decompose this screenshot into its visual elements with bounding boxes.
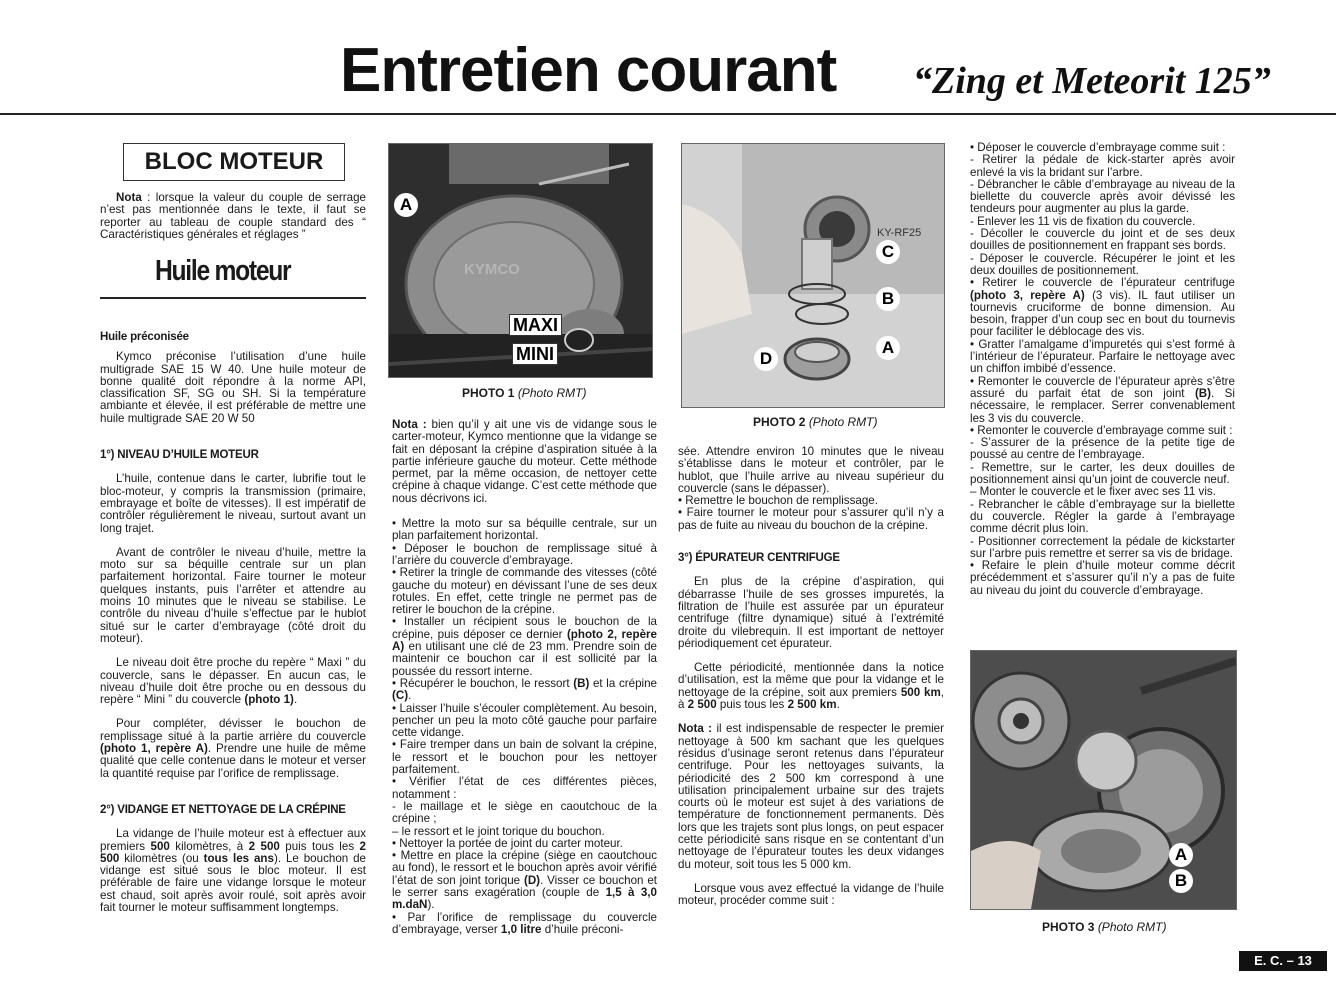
list-subitem: - Décoller le couvercle du joint et de ses deux douilles de positionnement en frappant ses bords.	[970, 227, 1235, 253]
list-item: • Installer un récipient sous le bouchon de la crépine, puis déposer ce dernier (photo 2, repère A) en utilisant une clé de 23 mm. Prendre soin de maintenir ce bouchon car il est sollicité par la poussée du ressort interne.	[392, 615, 657, 678]
photo-2	[681, 143, 945, 408]
photo2-label-d: D	[754, 347, 778, 371]
list-item: • Remettre le bouchon de remplissage.	[678, 494, 878, 508]
list-subitem: – le ressort et le joint torique du bouchon.	[392, 824, 605, 838]
photo2-label-c: C	[876, 240, 900, 264]
photo2-caption: PHOTO 2 (Photo RMT)	[753, 415, 878, 429]
photo1-label-mini: MINI	[512, 343, 558, 365]
list-item: • Mettre en place la crépine (siège en caoutchouc au fond), le ressort et le bouchon après avoir vérifié l’état de son joint torique (D). Visser ce bouchon et le serrer sans exagération (couple de 1,5 à 3,0 m.daN).	[392, 849, 657, 912]
photo1-label-a: A	[394, 193, 418, 217]
paragraph: En plus de la crépine d’aspiration, qui débarrasse l’huile de ses grosses impuretés, la filtration de l’huile est assurée par un épurateur centrifuge (filtre dynamique) situé à l’extrémité droite du vilebrequin. Il est important de nettoyer périodiquement cet épurateur.	[678, 575, 944, 650]
nota-text: : lorsque la valeur du couple de serrage n’est pas mentionnée dans le texte, il faut se reporter au tableau de couple standard des “ Caractéristiques générales et réglages ”	[100, 191, 366, 241]
list-item: • Vérifier l’état de ces différentes pièces, notamment :	[392, 775, 657, 801]
photo3-label-b: B	[1169, 869, 1193, 893]
bloc-moteur-box: BLOC MOTEUR	[123, 143, 345, 181]
list-item: • Faire tremper dans un bain de solvant la crépine, le ressort et le bouchon pour les nettoyer parfaitement.	[392, 738, 657, 777]
list-item: • Remonter le couvercle de l’épurateur après s’être assuré du parfait état de son joint (B). Si nécessaire, le remplacer. Serrer convenablement les 3 vis du couvercle.	[970, 374, 1235, 425]
list-subitem: - Déposer le couvercle. Récupérer le joint et les deux douilles de positionnement.	[970, 251, 1235, 277]
nota-label: Nota	[116, 191, 142, 204]
list-subitem: - Remettre, sur le carter, les deux douilles de positionnement ainsi qu’un joint de couvercle neuf.	[970, 460, 1235, 487]
heading-epurateur: 3°) ÉPURATEUR CENTRIFUGE	[678, 552, 840, 565]
paragraph: Cette périodicité, mentionnée dans la notice d’utilisation, est la même que pour la vidange et le nettoyage de la crépine, soit aux premiers 500 km, à 2 500 puis tous les 2 500 km.	[678, 661, 944, 712]
clutch-illustration	[971, 651, 1236, 909]
photo3-label-a: A	[1169, 843, 1193, 867]
list-item: • Refaire le plein d’huile moteur comme décrit précédemment et s’assurer qu’il n’y a pas de fuite au niveau du joint du couvercle d’embrayage.	[970, 559, 1235, 597]
nota-paragraph: Nota : bien qu’il y ait une vis de vidange sous le carter-moteur, Kymco mentionne que la vidange se fait en déposant la crépine d’aspiration située à la partie inférieure gauche du moteur. Cette méthode permet, par la même occasion, de nettoyer cette crépine à chaque vidange. C’est cette méthode que nous décrivons ici.	[392, 418, 657, 505]
paragraph: sée. Attendre environ 10 minutes que le niveau s’établisse dans le moteur et contrôler, par le hublot, que l’huile arrive au niveau supérieur du couvercle (sans le dépasser).	[678, 445, 944, 495]
list-item: • Déposer le couvercle d’embrayage comme suit :	[970, 141, 1226, 154]
column-3	[678, 446, 944, 908]
paragraph: Avant de contrôler le niveau d’huile, mettre la moto sur sa béquille centrale sur un plan parfaitement horizontal. Faire tourner le moteur quelques instants, puis l’arrêter et attendre au moins 10 minutes que le niveau se stabilise. Le contrôle du niveau d’huile s’effectue par le hublot situé sur le carter d’embrayage (côté droit du moteur).	[100, 545, 366, 645]
header-rule	[0, 113, 1336, 115]
paragraph: Pour compléter, dévisser le bouchon de remplissage situé à la partie arrière du couvercle (photo 1, repère A). Prendre une huile de même qualité que celle contenue dans le moteur et verser la quantité requise par l’orifice de remplissage.	[100, 717, 366, 780]
list-item: • Par l’orifice de remplissage du couvercle d’embrayage, verser 1,0 litre d’huile préconi-	[392, 910, 657, 936]
paragraph: L’huile, contenue dans le carter, lubrifie tout le bloc-moteur, y compris la transmission (primaire, embrayage et boîte de vitesses). Il est impératif de contrôler régulièrement le niveau, surtout avant un long trajet.	[100, 472, 366, 535]
column-2	[392, 419, 657, 936]
photo2-label-b: B	[876, 287, 900, 311]
list-subitem: - Retirer la pédale de kick-starter après avoir enlevé la vis la bridant sur l’arbre.	[970, 153, 1235, 179]
list-item: • Déposer le bouchon de remplissage situé à l’arrière du couvercle d’embrayage.	[392, 541, 657, 567]
strainer-illustration	[682, 144, 944, 407]
list-item: • Retirer le couvercle de l’épurateur centrifuge (photo 3, repère A) (3 vis). IL faut utiliser un tournevis cruciforme de bonne dimension. Au besoin, frapper d’un coup sec en bout du tournevis pour faciliter le déblocage des vis.	[970, 276, 1235, 339]
heading-vidange: 2°) VIDANGE ET NETTOYAGE DE LA CRÉPINE	[100, 803, 346, 816]
list-item: • Remonter le couvercle d’embrayage comme suit :	[970, 423, 1233, 437]
photo1-caption: PHOTO 1 (Photo RMT)	[462, 386, 587, 400]
list-subitem: - Enlever les 11 vis de fixation du couvercle.	[970, 214, 1196, 228]
photo1-label-maxi: MAXI	[509, 314, 562, 336]
section-rule	[100, 297, 366, 299]
paragraph: Lorsque vous avez effectué la vidange de l’huile moteur, procéder comme suit :	[678, 881, 944, 908]
list-subitem: - le maillage et le siège en caoutchouc de la crépine ;	[392, 799, 657, 826]
list-item: • Récupérer le bouchon, le ressort (B) et la crépine (C).	[392, 676, 657, 703]
column-4	[970, 142, 1235, 597]
list-subitem: - Rebrancher le câble d’embrayage sur la biellette du couvercle. Régler la garde à l’embrayage comme décrit plus loin.	[970, 497, 1235, 536]
nota-paragraph: Nota : il est indispensable de respecter le premier nettoyage à 500 km sachant que les quelques résidus d’usinage seront retenus dans l’épurateur centrifuge. Pour les nettoyages suivants, la périodicité des 2 500 km correspond à une utilisation principalement urbaine sur des trajets courts où le moteur est sujet à des variations de température de fonctionnement permanents. Dès lors que les trajets sont plus longs, on peut espacer cette périodicité sans risque en se contentant d’un nettoyage de l’épurateur toutes les deux vidanges du moteur, soit tous les 5 000 km.	[678, 722, 944, 871]
list-subitem: – Monter le couvercle et le fixer avec ses 11 vis.	[970, 485, 1216, 499]
list-subitem: - S’assurer de la présence de la petite tige de poussé au centre de l’embrayage.	[970, 436, 1235, 462]
page-subtitle: “Zing et Meteorit 125”	[913, 60, 1271, 102]
page-number-tag: E. C. – 13	[1239, 951, 1327, 971]
heading-niveau-huile: 1°) NIVEAU D’HUILE MOTEUR	[100, 449, 259, 462]
list-item: • Nettoyer la portée de joint du carter moteur.	[392, 836, 623, 850]
list-subitem: - Débrancher le câble d’embrayage au niveau de la biellette du couvercle après avoir dévissé les tendeurs pour augmenter au plus la garde.	[970, 177, 1235, 216]
paragraph: Kymco préconise l’utilisation d’une huile multigrade SAE 15 W 40. Une huile moteur de bonne qualité doit répondre à la norme API, classification SF, SG ou SH. Si la température ambiante et élevée, il est préférable de mettre une huile multigrade SAE 20 W 50	[100, 350, 366, 425]
paragraph: Le niveau doit être proche du repère “ Maxi ” du couvercle, sans le dépasser. En aucun cas, le niveau d’huile doit être proche ou en dessous du repère “ Mini ” du couvercle (photo 1).	[100, 656, 366, 707]
page-header	[0, 0, 1336, 115]
list-item: • Laisser l’huile s’écouler complètement. Au besoin, pencher un peu la moto côté gauche pour parfaire cette vidange.	[392, 701, 657, 740]
paragraph: La vidange de l’huile moteur est à effectuer aux premiers 500 kilomètres, à 2 500 puis tous les 2 500 kilomètres (ou tous les ans). Le bouchon de vidange est situé sous le bloc moteur. Il est préférable de faire une vidange lorsque le moteur est chaud, soit après avoir roulé, soit après avoir fait tourner le moteur suffisamment longtemps.	[100, 827, 366, 914]
kymco-logo: KYMCO	[464, 261, 520, 278]
engine-stamp: KY-RF25	[877, 227, 922, 239]
photo-1	[388, 143, 653, 378]
photo3-caption: PHOTO 3 (Photo RMT)	[1042, 920, 1167, 934]
list-subitem: - Positionner correctement la pédale de kickstarter sur l’arbre puis remettre et serrer sa vis de bridage.	[970, 534, 1235, 560]
photo2-label-a: A	[876, 336, 900, 360]
column-1	[100, 331, 366, 914]
page-title: Entretien courant	[340, 36, 837, 105]
list-item: • Gratter l’amalgame d’impuretés qui s’est formé à l’intérieur de l’épurateur. Parfaire le nettoyage avec un chiffon imbibé d’essence.	[970, 337, 1235, 376]
heading-huile-preconisee: Huile préconisée	[100, 331, 189, 343]
photo-3	[970, 650, 1237, 910]
list-item: • Faire tourner le moteur pour s’assurer qu’il n’y a pas de fuite au niveau du bouchon de la crépine.	[678, 506, 944, 532]
list-item: • Mettre la moto sur sa béquille centrale, sur un plan parfaitement horizontal.	[392, 517, 657, 543]
section-title-huile-moteur: Huile moteur	[155, 255, 291, 287]
col1-nota	[100, 192, 366, 241]
list-item: • Retirer la tringle de commande des vitesses (côté gauche du moteur) en dévissant l’une de ses deux rotules. En effet, cette tringle ne permet pas de retirer le bouchon de la crépine.	[392, 566, 657, 617]
